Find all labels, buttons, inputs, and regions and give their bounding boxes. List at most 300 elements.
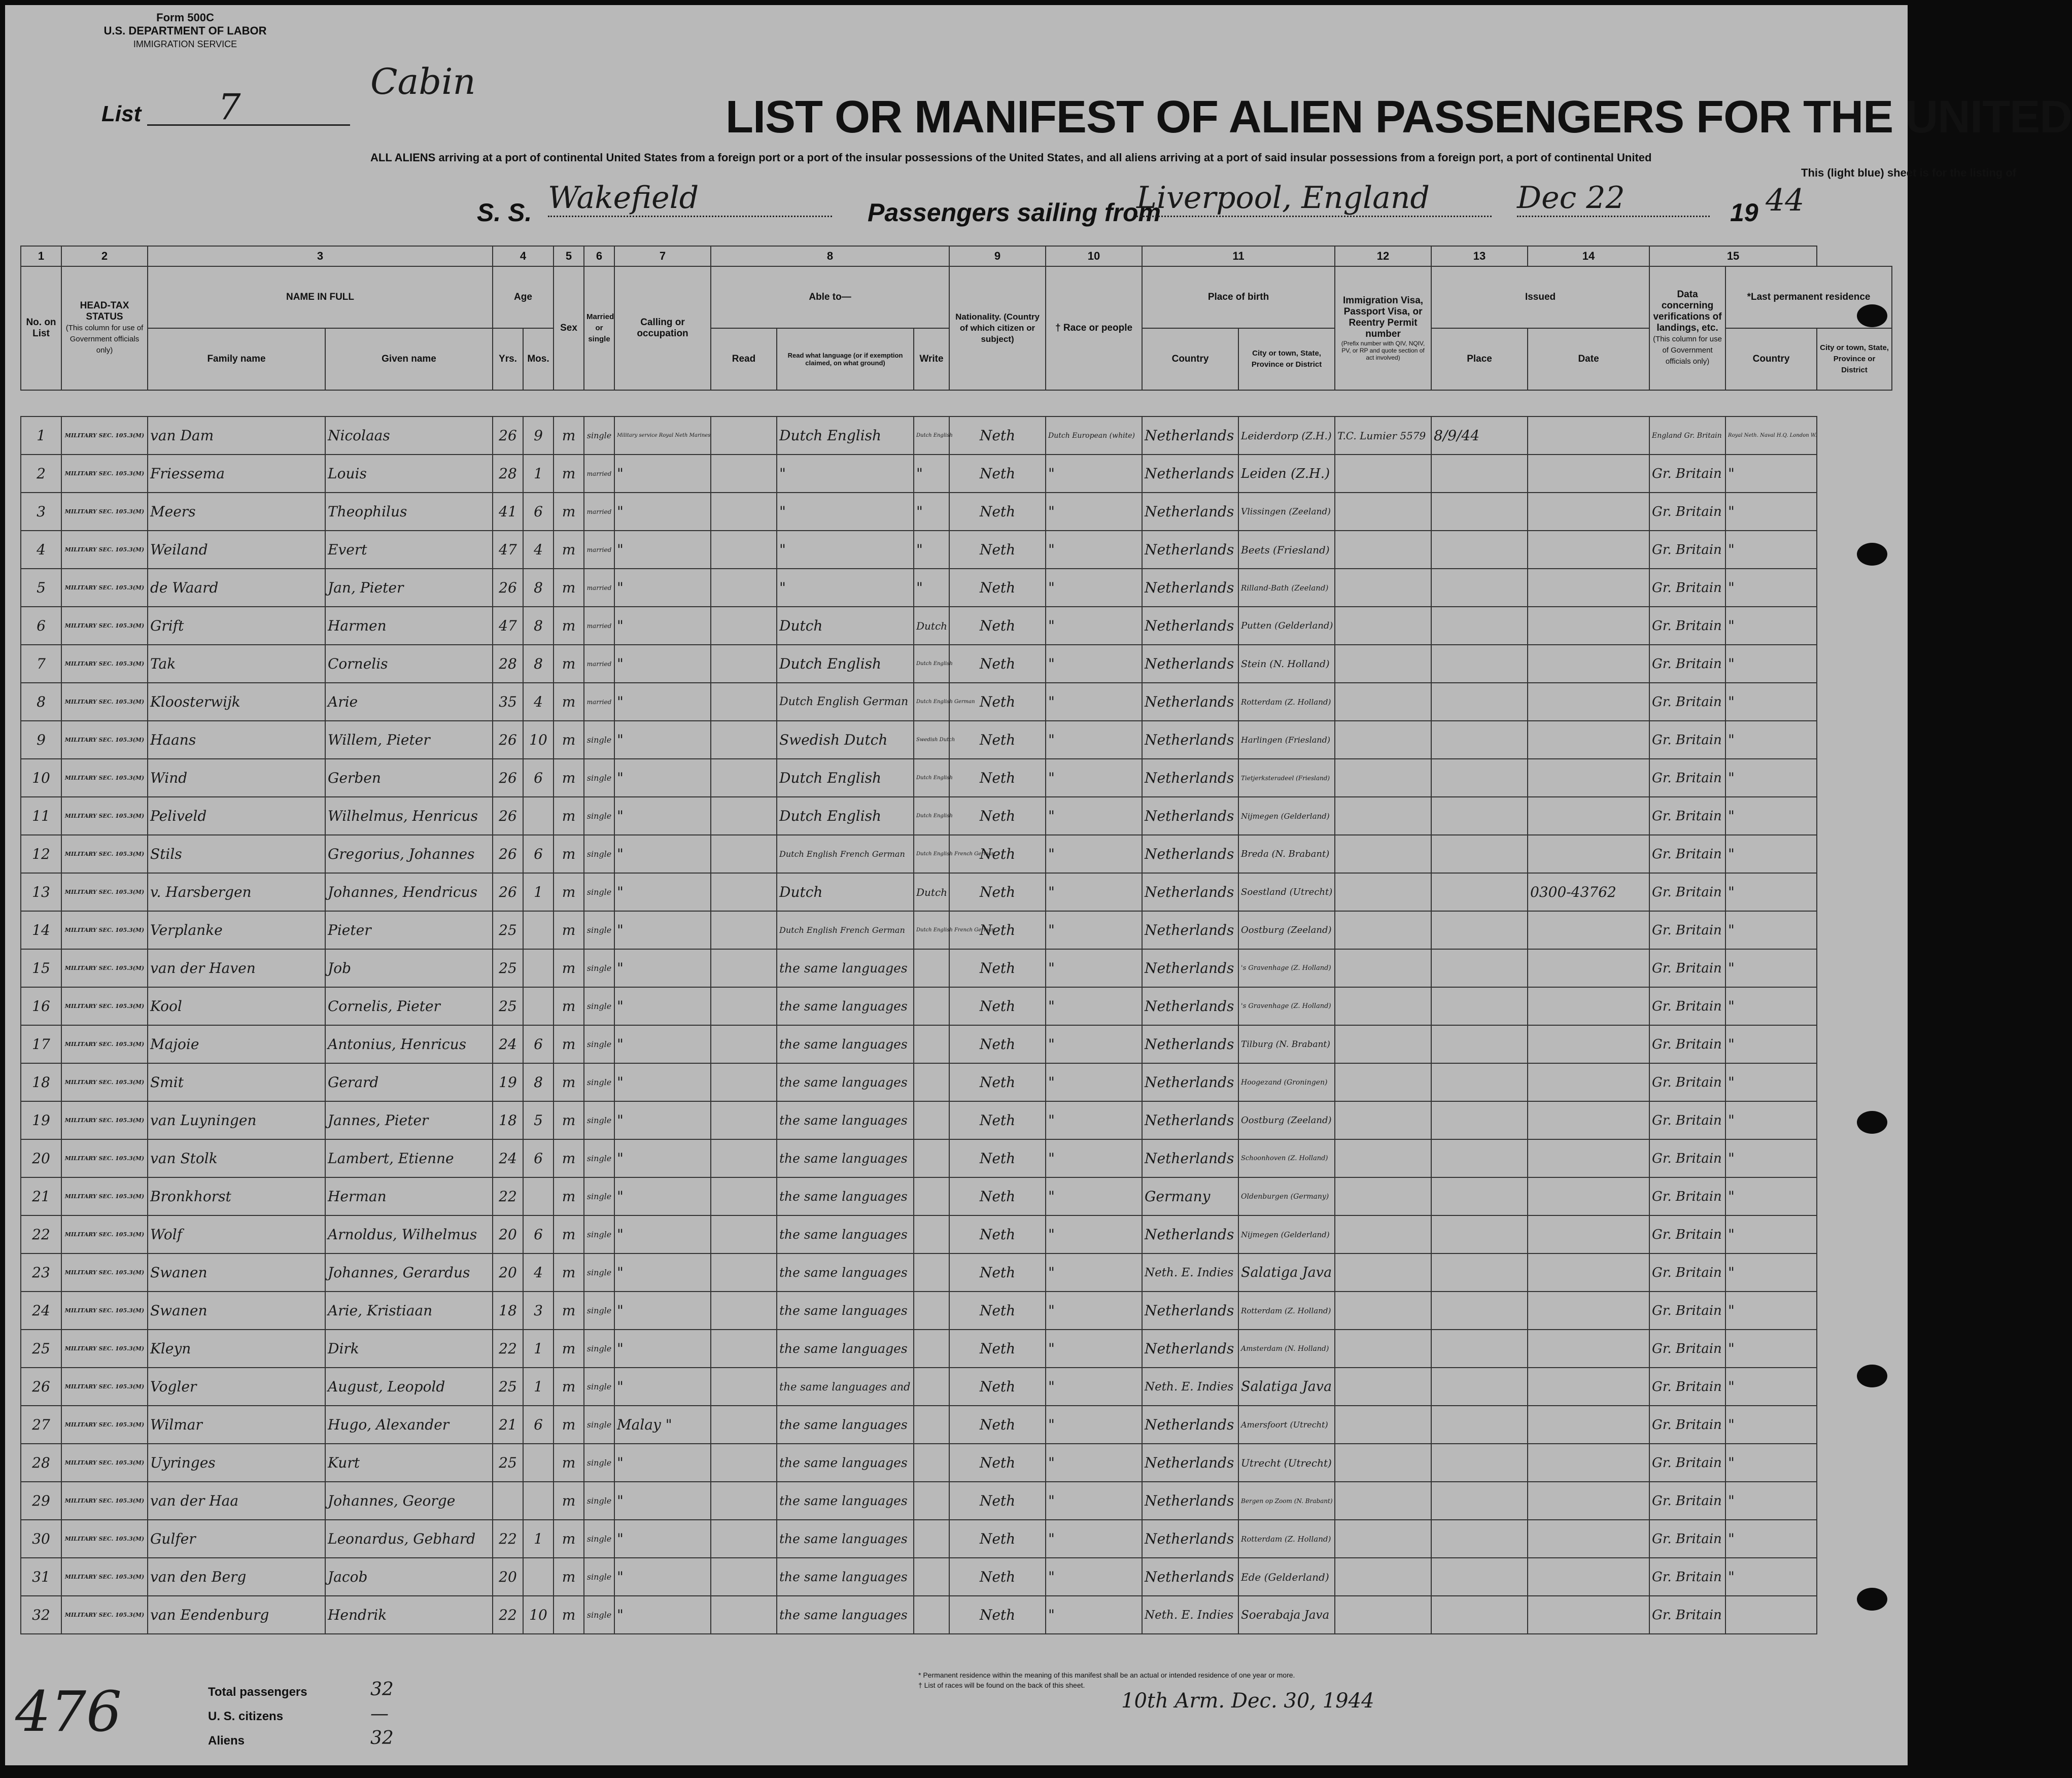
- header-read: Read: [711, 328, 777, 390]
- residence-city: ": [1725, 493, 1817, 531]
- head-tax-status: MILITARY SEC. 105.3(M): [61, 1406, 148, 1444]
- read-language: Dutch English French German: [777, 911, 914, 949]
- landing-data: [1528, 416, 1649, 455]
- marital-status: single: [584, 1330, 614, 1368]
- marital-status: single: [584, 759, 614, 797]
- marital-status: single: [584, 1063, 614, 1101]
- table-row: [21, 493, 1892, 531]
- sex: m: [554, 455, 584, 493]
- race: ": [1046, 531, 1142, 569]
- sex: m: [554, 531, 584, 569]
- family-name: v. Harsbergen: [148, 873, 325, 911]
- age-months: 4: [523, 531, 554, 569]
- visa-number: [1335, 645, 1431, 683]
- visa-number: T.C. Lumier 5579: [1335, 416, 1431, 455]
- issued-date: [1431, 493, 1528, 531]
- age-months: [523, 949, 554, 987]
- residence-country: England Gr. Britain: [1649, 416, 1725, 455]
- write-language: Dutch English: [914, 645, 949, 683]
- write-language: [914, 949, 949, 987]
- visa-number: [1335, 1558, 1431, 1596]
- col-num-4: 4: [493, 246, 554, 266]
- birth-city: Ede (Gelderland): [1238, 1558, 1335, 1596]
- birth-city: Nijmegen (Gelderland): [1238, 1215, 1335, 1253]
- landing-data: [1528, 835, 1649, 873]
- marital-status: single: [584, 1368, 614, 1406]
- residence-country: Gr. Britain: [1649, 1596, 1725, 1634]
- marital-status: single: [584, 1520, 614, 1558]
- given-name: Nicolaas: [325, 416, 493, 455]
- residence-country: Gr. Britain: [1649, 1025, 1725, 1063]
- residence-country: Gr. Britain: [1649, 1406, 1725, 1444]
- issued-date: [1431, 1596, 1528, 1634]
- calling: ": [614, 1063, 711, 1101]
- calling: ": [614, 1596, 711, 1634]
- family-name: Wolf: [148, 1215, 325, 1253]
- marital-status: single: [584, 1558, 614, 1596]
- given-name: Johannes, Gerardus: [325, 1253, 493, 1292]
- issued-date: [1431, 1215, 1528, 1253]
- head-tax-status: MILITARY SEC. 105.3(M): [61, 1596, 148, 1634]
- header-nationality: Nationality. (Country of which citizen or subject): [949, 266, 1046, 390]
- issued-date: [1431, 759, 1528, 797]
- birth-city: Leiden (Z.H.): [1238, 455, 1335, 493]
- form-header: [81, 11, 289, 51]
- sex: m: [554, 645, 584, 683]
- visa-number: [1335, 1215, 1431, 1253]
- calling: ": [614, 797, 711, 835]
- marital-status: single: [584, 1596, 614, 1634]
- read-check: [711, 987, 777, 1025]
- nationality: Neth: [949, 455, 1046, 493]
- birth-city: Leiderdorp (Z.H.): [1238, 416, 1335, 455]
- table-row: [21, 416, 1892, 455]
- year-prefix: 19: [1730, 198, 1758, 227]
- read-check: [711, 569, 777, 607]
- header-visa: [1335, 266, 1431, 390]
- family-name: Vogler: [148, 1368, 325, 1406]
- age-years: 22: [493, 1520, 523, 1558]
- residence-country: Gr. Britain: [1649, 1558, 1725, 1596]
- age-months: 9: [523, 416, 554, 455]
- given-name: Johannes, George: [325, 1482, 493, 1520]
- calling: ": [614, 1215, 711, 1253]
- landing-data: [1528, 1406, 1649, 1444]
- table-row: [21, 1520, 1892, 1558]
- residence-country: Gr. Britain: [1649, 1063, 1725, 1101]
- age-years: 47: [493, 531, 523, 569]
- table-row: [21, 759, 1892, 797]
- age-months: 5: [523, 1101, 554, 1139]
- header-issued: Issued: [1431, 266, 1649, 328]
- landing-data: [1528, 683, 1649, 721]
- head-tax-status: MILITARY SEC. 105.3(M): [61, 683, 148, 721]
- nationality: Neth: [949, 911, 1046, 949]
- given-name: Arie: [325, 683, 493, 721]
- nationality: Neth: [949, 1330, 1046, 1368]
- read-check: [711, 1253, 777, 1292]
- calling: ": [614, 987, 711, 1025]
- birth-country: Netherlands: [1142, 759, 1238, 797]
- age-years: 24: [493, 1025, 523, 1063]
- table-row: [21, 683, 1892, 721]
- age-years: 20: [493, 1215, 523, 1253]
- landing-data: [1528, 1596, 1649, 1634]
- sex: m: [554, 1292, 584, 1330]
- age-years: 18: [493, 1101, 523, 1139]
- nationality: Neth: [949, 1101, 1046, 1139]
- write-language: Dutch: [914, 873, 949, 911]
- sex: m: [554, 1253, 584, 1292]
- row-number: 13: [21, 873, 61, 911]
- table-row: [21, 1596, 1892, 1634]
- landing-data: [1528, 1520, 1649, 1558]
- given-name: Leonardus, Gebhard: [325, 1520, 493, 1558]
- page-title: LIST OR MANIFEST OF ALIEN PASSENGERS FOR THE UNITED: [726, 92, 2072, 143]
- ship-name: Wakefield: [548, 180, 832, 217]
- landing-data: [1528, 1558, 1649, 1596]
- row-number: 31: [21, 1558, 61, 1596]
- landing-data: [1528, 721, 1649, 759]
- residence-city: ": [1725, 1444, 1817, 1482]
- header-name-in-full: NAME IN FULL: [148, 266, 493, 328]
- sailing-from: Liverpool, England: [1136, 180, 1492, 217]
- sex: m: [554, 1368, 584, 1406]
- sex: m: [554, 493, 584, 531]
- read-check: [711, 531, 777, 569]
- age-months: 6: [523, 835, 554, 873]
- form-number: Form 500C: [156, 11, 214, 24]
- table-row: [21, 1368, 1892, 1406]
- visa-number: [1335, 1253, 1431, 1292]
- visa-number: [1335, 531, 1431, 569]
- birth-country: Neth. E. Indies: [1142, 1596, 1238, 1634]
- race: ": [1046, 1177, 1142, 1215]
- read-check: [711, 1292, 777, 1330]
- calling: ": [614, 911, 711, 949]
- nationality: Neth: [949, 721, 1046, 759]
- read-check: [711, 416, 777, 455]
- residence-country: Gr. Britain: [1649, 455, 1725, 493]
- aliens-label: Aliens: [208, 1734, 245, 1748]
- marital-status: single: [584, 416, 614, 455]
- visa-number: [1335, 569, 1431, 607]
- age-years: 19: [493, 1063, 523, 1101]
- race: ": [1046, 1101, 1142, 1139]
- marital-status: married: [584, 683, 614, 721]
- sex: m: [554, 1139, 584, 1177]
- birth-city: Breda (N. Brabant): [1238, 835, 1335, 873]
- age-years: 22: [493, 1177, 523, 1215]
- calling: ": [614, 1444, 711, 1482]
- race: ": [1046, 455, 1142, 493]
- birth-country: Netherlands: [1142, 531, 1238, 569]
- birth-country: Netherlands: [1142, 645, 1238, 683]
- row-number: 22: [21, 1215, 61, 1253]
- age-months: [523, 1444, 554, 1482]
- write-language: Dutch: [914, 607, 949, 645]
- issued-date: 8/9/44: [1431, 416, 1528, 455]
- nationality: Neth: [949, 531, 1046, 569]
- age-months: 8: [523, 1063, 554, 1101]
- header-data-landings: [1649, 266, 1725, 390]
- read-language: the same languages: [777, 1330, 914, 1368]
- race: ": [1046, 1025, 1142, 1063]
- birth-city: Oldenburgen (Germany): [1238, 1177, 1335, 1215]
- write-language: Dutch English: [914, 759, 949, 797]
- family-name: Peliveld: [148, 797, 325, 835]
- sex: m: [554, 416, 584, 455]
- birth-country: Netherlands: [1142, 455, 1238, 493]
- residence-city: ": [1725, 1330, 1817, 1368]
- issued-date: [1431, 455, 1528, 493]
- residence-city: ": [1725, 607, 1817, 645]
- birth-country: Netherlands: [1142, 1063, 1238, 1101]
- given-name: Arnoldus, Wilhelmus: [325, 1215, 493, 1253]
- age-years: 24: [493, 1139, 523, 1177]
- family-name: Majoie: [148, 1025, 325, 1063]
- row-number: 15: [21, 949, 61, 987]
- row-number: 5: [21, 569, 61, 607]
- read-language: the same languages: [777, 1177, 914, 1215]
- age-months: 1: [523, 1330, 554, 1368]
- row-number: 30: [21, 1520, 61, 1558]
- write-language: [914, 1139, 949, 1177]
- visa-number: [1335, 1444, 1431, 1482]
- header-married: Married or single: [584, 266, 614, 390]
- race: ": [1046, 1558, 1142, 1596]
- landing-data: [1528, 1139, 1649, 1177]
- age-years: 26: [493, 835, 523, 873]
- landing-data: [1528, 759, 1649, 797]
- landing-data: [1528, 607, 1649, 645]
- visa-number: [1335, 683, 1431, 721]
- row-number: 17: [21, 1025, 61, 1063]
- issued-date: [1431, 1292, 1528, 1330]
- birth-country: Netherlands: [1142, 1292, 1238, 1330]
- visa-number: [1335, 911, 1431, 949]
- family-name: Wilmar: [148, 1406, 325, 1444]
- department-name: U.S. DEPARTMENT OF LABOR: [103, 24, 267, 37]
- family-name: van der Haven: [148, 949, 325, 987]
- birth-city: Rotterdam (Z. Holland): [1238, 1520, 1335, 1558]
- table-row: [21, 531, 1892, 569]
- issued-date: [1431, 1330, 1528, 1368]
- read-language: the same languages: [777, 1139, 914, 1177]
- landing-data: [1528, 1368, 1649, 1406]
- marital-status: single: [584, 1253, 614, 1292]
- row-number: 16: [21, 987, 61, 1025]
- punch-hole: [1857, 543, 1887, 566]
- read-check: [711, 1215, 777, 1253]
- aliens-value: 32: [370, 1728, 394, 1749]
- birth-city: Schoonhoven (Z. Holland): [1238, 1139, 1335, 1177]
- sex: m: [554, 797, 584, 835]
- row-number: 23: [21, 1253, 61, 1292]
- family-name: Haans: [148, 721, 325, 759]
- read-check: [711, 1139, 777, 1177]
- calling: Malay ": [614, 1406, 711, 1444]
- write-language: [914, 987, 949, 1025]
- family-name: Smit: [148, 1063, 325, 1101]
- age-years: 25: [493, 1368, 523, 1406]
- visa-number: [1335, 607, 1431, 645]
- page-subtitle: ALL ALIENS arriving at a port of continental United States from a foreign port or a port of the insular possessions of the United States, and all aliens arriving at a port of said insular possessions from a foreign port, a port of continental United: [370, 151, 1652, 164]
- birth-city: Oostburg (Zeeland): [1238, 1101, 1335, 1139]
- sex: m: [554, 1330, 584, 1368]
- read-check: [711, 1368, 777, 1406]
- age-years: 26: [493, 721, 523, 759]
- residence-country: Gr. Britain: [1649, 1292, 1725, 1330]
- marital-status: single: [584, 1101, 614, 1139]
- issued-date: [1431, 1558, 1528, 1596]
- marital-status: single: [584, 949, 614, 987]
- write-language: ": [914, 455, 949, 493]
- age-years: 47: [493, 607, 523, 645]
- header-issued-place: Place: [1431, 328, 1528, 390]
- birth-country: Netherlands: [1142, 1139, 1238, 1177]
- family-name: van der Haa: [148, 1482, 325, 1520]
- residence-country: Gr. Britain: [1649, 531, 1725, 569]
- marital-status: single: [584, 1139, 614, 1177]
- residence-country: Gr. Britain: [1649, 645, 1725, 683]
- race: ": [1046, 1253, 1142, 1292]
- birth-city: Vlissingen (Zeeland): [1238, 493, 1335, 531]
- race: ": [1046, 1063, 1142, 1101]
- birth-city: 's Gravenhage (Z. Holland): [1238, 987, 1335, 1025]
- age-months: 4: [523, 1253, 554, 1292]
- age-months: 8: [523, 645, 554, 683]
- col-num-5: 5: [554, 246, 584, 266]
- birth-country: Netherlands: [1142, 1025, 1238, 1063]
- residence-country: Gr. Britain: [1649, 1101, 1725, 1139]
- given-name: Job: [325, 949, 493, 987]
- age-months: 10: [523, 1596, 554, 1634]
- race: ": [1046, 835, 1142, 873]
- head-tax-status: MILITARY SEC. 105.3(M): [61, 1520, 148, 1558]
- given-name: Hendrik: [325, 1596, 493, 1634]
- issued-date: [1431, 1368, 1528, 1406]
- marital-status: married: [584, 531, 614, 569]
- race: Dutch European (white): [1046, 416, 1142, 455]
- birth-country: Netherlands: [1142, 797, 1238, 835]
- residence-country: Gr. Britain: [1649, 759, 1725, 797]
- visa-number: [1335, 1177, 1431, 1215]
- given-name: Cornelis: [325, 645, 493, 683]
- header-sex: Sex: [554, 266, 584, 390]
- race: ": [1046, 645, 1142, 683]
- race: ": [1046, 1368, 1142, 1406]
- marital-status: single: [584, 721, 614, 759]
- birth-country: Netherlands: [1142, 493, 1238, 531]
- write-language: Swedish Dutch: [914, 721, 949, 759]
- calling: ": [614, 493, 711, 531]
- age-years: 25: [493, 949, 523, 987]
- age-months: 1: [523, 455, 554, 493]
- header-mos: Mos.: [523, 328, 554, 390]
- issued-date: [1431, 987, 1528, 1025]
- header-head-tax-title: HEAD-TAX STATUS: [80, 300, 129, 322]
- residence-city: ": [1725, 949, 1817, 987]
- row-number: 6: [21, 607, 61, 645]
- landing-data: [1528, 797, 1649, 835]
- head-tax-status: MILITARY SEC. 105.3(M): [61, 569, 148, 607]
- given-name: Gregorius, Johannes: [325, 835, 493, 873]
- marital-status: married: [584, 607, 614, 645]
- age-months: 6: [523, 1025, 554, 1063]
- read-language: the same languages: [777, 1215, 914, 1253]
- header-head-tax: [61, 266, 148, 390]
- family-name: Swanen: [148, 1292, 325, 1330]
- visa-number: [1335, 1406, 1431, 1444]
- write-language: [914, 1063, 949, 1101]
- residence-country: Gr. Britain: [1649, 1139, 1725, 1177]
- birth-country: Netherlands: [1142, 607, 1238, 645]
- header-visa-title: Immigration Visa, Passport Visa, or Reentry Permit number: [1343, 295, 1424, 339]
- race: ": [1046, 607, 1142, 645]
- manifest-table: [20, 246, 1892, 1634]
- birth-country: Netherlands: [1142, 949, 1238, 987]
- header-calling: Calling or occupation: [614, 266, 711, 390]
- read-check: [711, 455, 777, 493]
- table-row: [21, 1025, 1892, 1063]
- visa-number: [1335, 1330, 1431, 1368]
- race: ": [1046, 721, 1142, 759]
- header-age: Age: [493, 266, 554, 328]
- row-number: 4: [21, 531, 61, 569]
- residence-city: ": [1725, 1215, 1817, 1253]
- birth-country: Netherlands: [1142, 1520, 1238, 1558]
- write-language: [914, 1025, 949, 1063]
- age-months: 6: [523, 493, 554, 531]
- header-yrs: Yrs.: [493, 328, 523, 390]
- head-tax-status: MILITARY SEC. 105.3(M): [61, 1025, 148, 1063]
- residence-city: ": [1725, 987, 1817, 1025]
- birth-city: Hoogezand (Groningen): [1238, 1063, 1335, 1101]
- marital-status: married: [584, 455, 614, 493]
- residence-country: Gr. Britain: [1649, 1368, 1725, 1406]
- nationality: Neth: [949, 683, 1046, 721]
- given-name: Kurt: [325, 1444, 493, 1482]
- given-name: Wilhelmus, Henricus: [325, 797, 493, 835]
- marital-status: single: [584, 987, 614, 1025]
- head-tax-status: MILITARY SEC. 105.3(M): [61, 1558, 148, 1596]
- age-years: 22: [493, 1596, 523, 1634]
- marital-status: married: [584, 493, 614, 531]
- write-language: [914, 1558, 949, 1596]
- residence-city: ": [1725, 911, 1817, 949]
- header-issued-date: Date: [1528, 328, 1649, 390]
- read-language: Dutch: [777, 873, 914, 911]
- header-res-country: Country: [1725, 328, 1817, 390]
- landing-data: [1528, 911, 1649, 949]
- read-language: Dutch English: [777, 645, 914, 683]
- issued-date: [1431, 873, 1528, 911]
- nationality: Neth: [949, 1558, 1046, 1596]
- sex: m: [554, 1558, 584, 1596]
- calling: ": [614, 1330, 711, 1368]
- table-row: [21, 721, 1892, 759]
- calling: Military service Royal Neth Marines: [614, 416, 711, 455]
- write-language: Dutch English French German: [914, 835, 949, 873]
- row-number: 11: [21, 797, 61, 835]
- visa-number: [1335, 1520, 1431, 1558]
- col-num-1: 1: [21, 246, 61, 266]
- age-months: [523, 1177, 554, 1215]
- race: ": [1046, 1482, 1142, 1520]
- age-years: 28: [493, 645, 523, 683]
- given-name: Lambert, Etienne: [325, 1139, 493, 1177]
